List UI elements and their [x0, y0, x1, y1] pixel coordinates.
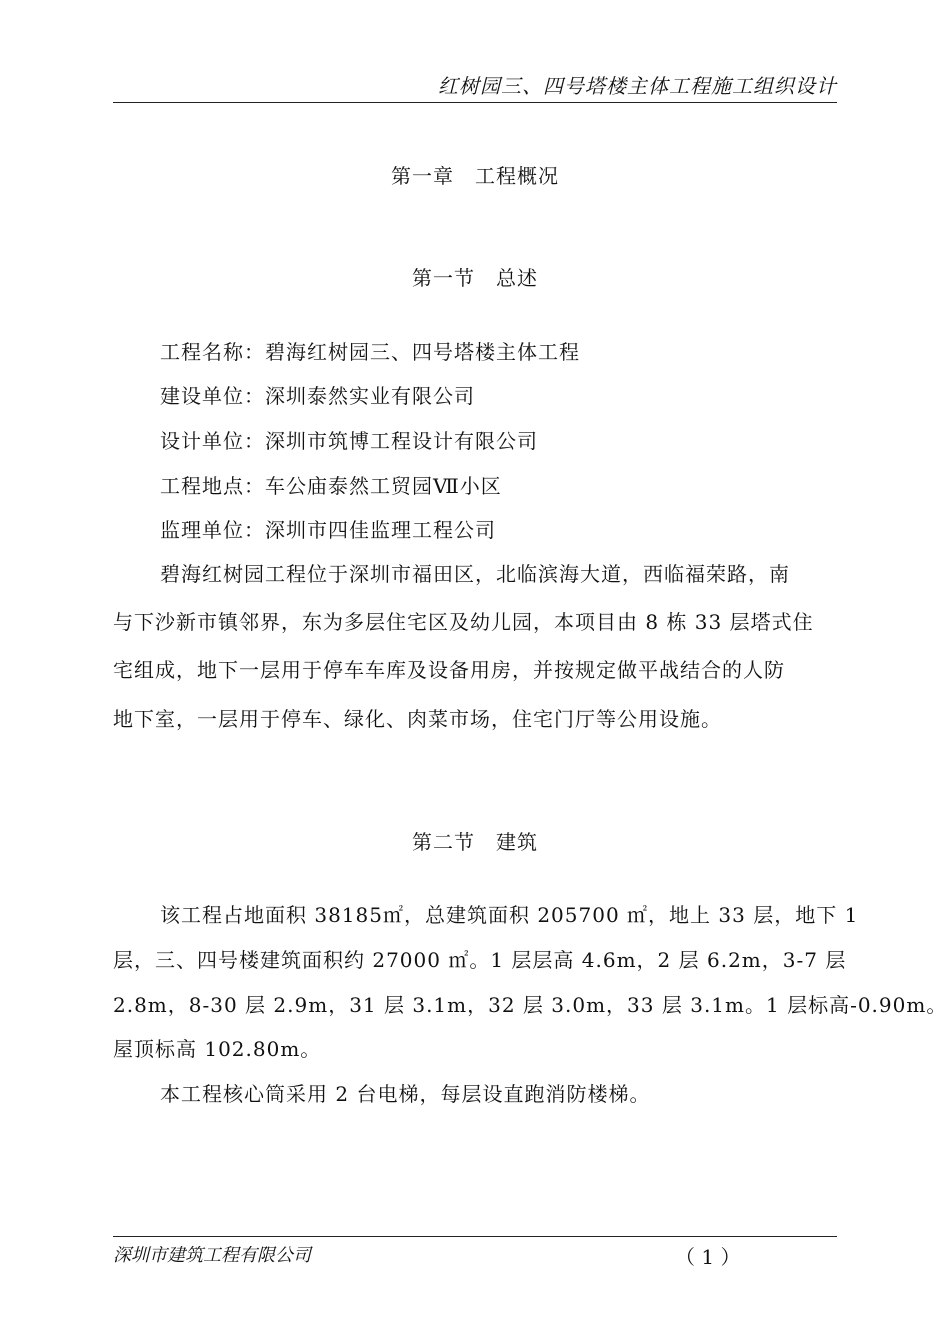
page-footer — [113, 1236, 837, 1269]
elevator-paragraph: 本工程核心筒采用 2 台电梯，每层设直跑消防楼梯。 — [160, 1082, 651, 1106]
chapter-title: 第一章 工程概况 — [391, 164, 559, 188]
section-2-title: 第二节 建筑 — [412, 830, 538, 854]
field-project-name: 工程名称：碧海红树园三、四号塔楼主体工程 — [160, 340, 580, 364]
overview-paragraph-line: 与下沙新市镇邻界，东为多层住宅区及幼儿园，本项目由 8 栋 33 层塔式住 — [113, 610, 814, 634]
field-developer: 建设单位：深圳泰然实业有限公司 — [160, 384, 475, 408]
building-paragraph-line: 屋顶标高 102.80m。 — [113, 1037, 322, 1061]
page-header — [113, 66, 837, 103]
overview-paragraph-line: 宅组成，地下一层用于停车车库及设备用房，并按规定做平战结合的人防 — [113, 658, 785, 682]
building-paragraph-line: 层，三、四号楼建筑面积约 27000 ㎡。1 层层高 4.6m，2 层 6.2m，3-7 层 — [113, 948, 847, 972]
field-supervisor: 监理单位：深圳市四佳监理工程公司 — [160, 518, 496, 542]
section-1-title: 第一节 总述 — [412, 266, 538, 290]
field-location: 工程地点：车公庙泰然工贸园Ⅶ小区 — [160, 474, 502, 498]
building-paragraph-line: 2.8m，8-30 层 2.9m，31 层 3.1m，32 层 3.0m，33 层 3.1m。1 层标高-0.90m。 — [113, 993, 948, 1017]
footer-company: 深圳市建筑工程有限公司 — [113, 1245, 311, 1266]
page-number: （ 1 ） — [675, 1245, 741, 1269]
overview-paragraph-line: 地下室，一层用于停车、绿化、肉菜市场，住宅门厅等公用设施。 — [113, 707, 722, 731]
field-designer: 设计单位：深圳市筑博工程设计有限公司 — [160, 429, 538, 453]
building-paragraph-line: 该工程占地面积 38185㎡，总建筑面积 205700 ㎡，地上 33 层，地下 1 — [160, 903, 859, 927]
overview-paragraph-line: 碧海红树园工程位于深圳市福田区，北临滨海大道，西临福荣路，南 — [160, 562, 790, 586]
header-title: 红树园三、四号塔楼主体工程施工组织设计 — [438, 74, 837, 98]
